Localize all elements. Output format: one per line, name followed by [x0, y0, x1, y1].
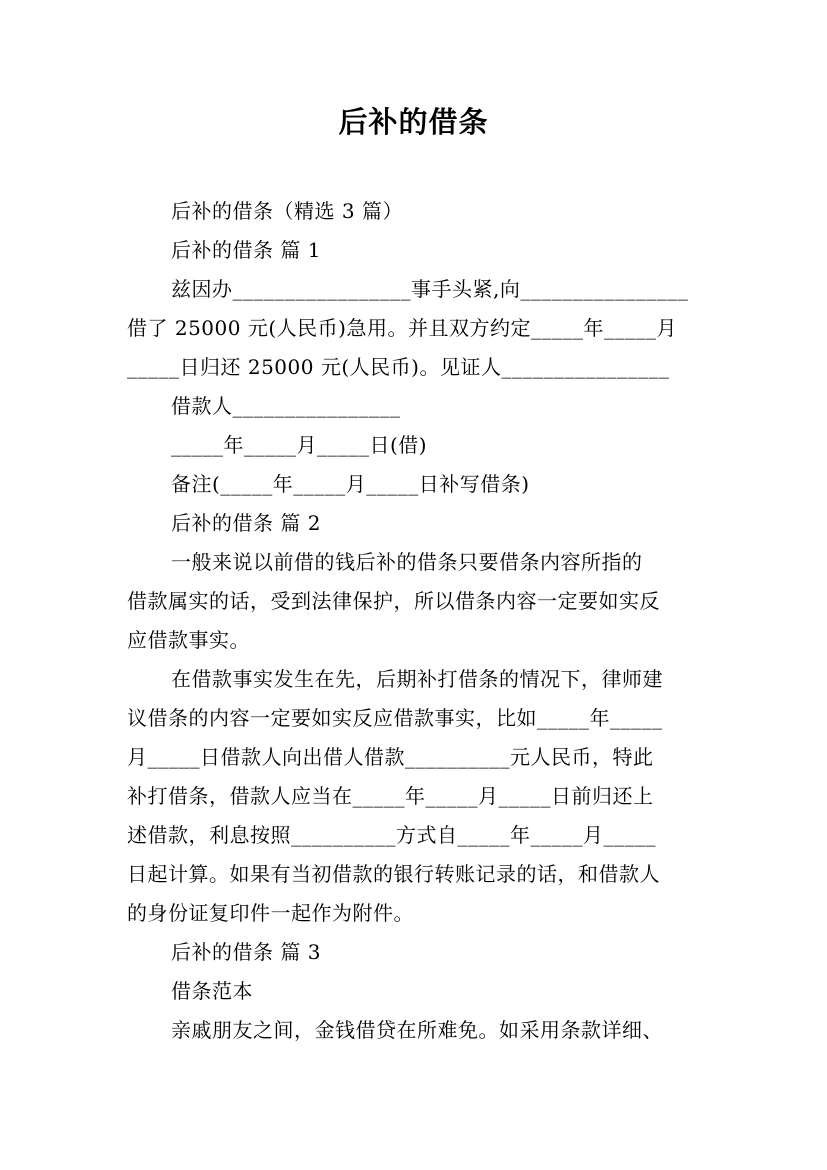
- paragraph-line: 日起计算。如果有当初借款的银行转账记录的话，和借款人: [127, 862, 660, 886]
- note-line: 备注(_____年_____月_____日补写借条): [171, 472, 530, 496]
- paragraph-line: 兹因办_________________事手头紧,向________________: [171, 277, 689, 301]
- paragraph-line: 亲戚朋友之间，金钱借贷在所难免。如采用条款详细、: [171, 1018, 663, 1042]
- template-heading: 借条范本: [171, 979, 253, 1003]
- paragraph-line: _____日归还 25000 元(人民币)。见证人________________: [127, 355, 670, 379]
- section-heading-1: 后补的借条 篇 1: [171, 238, 321, 262]
- paragraph-line: 月_____日借款人向出借人借款__________元人民币，特此: [127, 745, 654, 769]
- paragraph-line: 述借款，利息按照__________方式自_____年_____月_____: [127, 823, 656, 847]
- paragraph-line: 借了 25000 元(人民币)急用。并且双方约定_____年_____月: [127, 316, 677, 340]
- paragraph-line: 应借款事实。: [127, 628, 250, 652]
- section-heading-3: 后补的借条 篇 3: [171, 940, 321, 964]
- date-line: _____年_____月_____日(借): [171, 433, 428, 457]
- paragraph-line: 在借款事实发生在先，后期补打借条的情况下，律师建: [171, 667, 663, 691]
- paragraph-line: 补打借条，借款人应当在_____年_____月_____日前归还上: [127, 784, 654, 808]
- paragraph-line: 议借条的内容一定要如实反应借款事实，比如_____年_____: [127, 706, 663, 730]
- paragraph-line: 借款属实的话，受到法律保护，所以借条内容一定要如实反: [127, 589, 660, 613]
- document-title: 后补的借条: [338, 105, 489, 139]
- paragraph-line: 一般来说以前借的钱后补的借条只要借条内容所指的: [171, 550, 643, 574]
- paragraph-line: 的身份证复印件一起作为附件。: [127, 901, 414, 925]
- subtitle-line: 后补的借条（精选 3 篇）: [171, 199, 403, 223]
- section-heading-2: 后补的借条 篇 2: [171, 511, 321, 535]
- borrower-line: 借款人________________: [171, 394, 401, 418]
